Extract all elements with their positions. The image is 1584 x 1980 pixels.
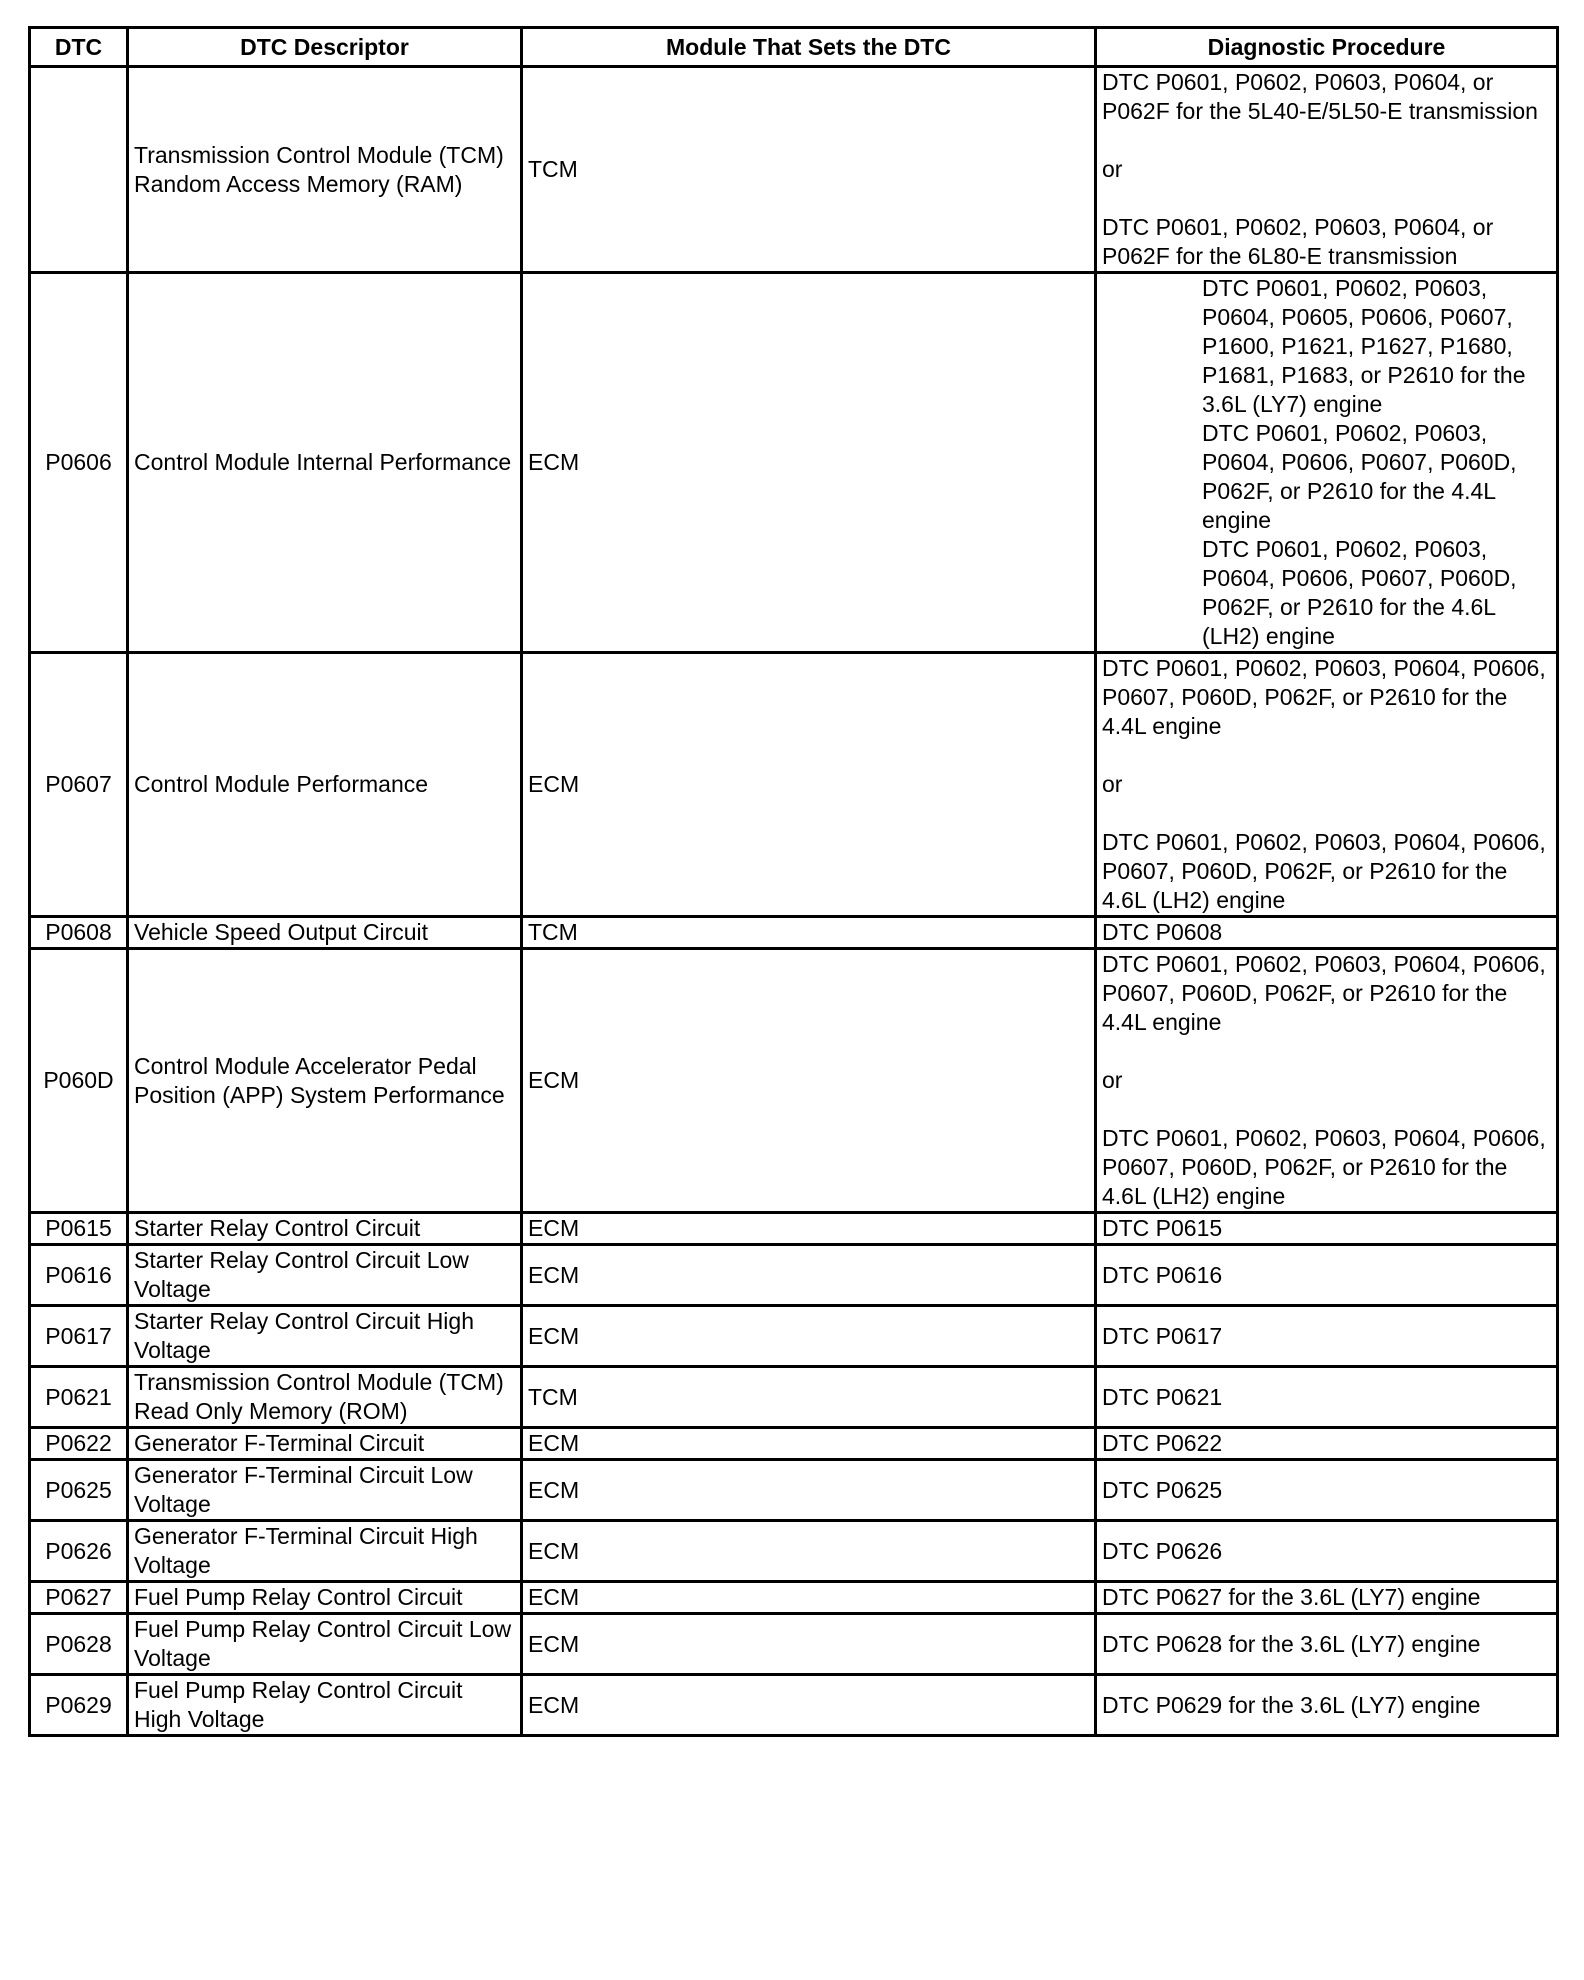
module-cell: ECM	[522, 1428, 1096, 1460]
header-descriptor: DTC Descriptor	[128, 28, 522, 67]
procedure-line: DTC P0627 for the 3.6L (LY7) engine	[1102, 1584, 1481, 1610]
table-row	[30, 1306, 1558, 1367]
procedure-line: DTC P0601, P0602, P0603, P0604, P0605, P0606, P0607, P1600, P1621, P1627, P1680, P1681, P1683, or P2610 for the 3.6L (LY7) engine	[1202, 275, 1526, 417]
diagnostic-procedure-cell	[1096, 1428, 1558, 1460]
table-row	[30, 1614, 1558, 1675]
dtc-descriptor-cell: Fuel Pump Relay Control Circuit Low Voltage	[128, 1614, 522, 1675]
procedure-line: DTC P0601, P0602, P0603, P0604, or P062F for the 6L80-E transmission	[1102, 214, 1494, 269]
procedure-line: DTC P0608	[1102, 919, 1223, 945]
dtc-document	[28, 26, 1556, 1737]
diagnostic-procedure-cell	[1096, 917, 1558, 949]
dtc-descriptor-cell: Starter Relay Control Circuit	[128, 1213, 522, 1245]
procedure-line: DTC P0622	[1102, 1430, 1223, 1456]
dtc-code-cell: P0629	[30, 1675, 128, 1736]
dtc-descriptor-cell: Starter Relay Control Circuit Low Voltage	[128, 1245, 522, 1306]
procedure-line: or	[1102, 771, 1123, 797]
module-cell: ECM	[522, 1213, 1096, 1245]
dtc-descriptor-cell: Fuel Pump Relay Control Circuit	[128, 1582, 522, 1614]
dtc-code-cell: P0616	[30, 1245, 128, 1306]
procedure-line: DTC P0601, P0602, P0603, P0604, P0606, P0607, P060D, P062F, or P2610 for the 4.4L engine	[1202, 420, 1517, 533]
diagnostic-procedure-cell	[1096, 1460, 1558, 1521]
table-row	[30, 1521, 1558, 1582]
header-dtc: DTC	[30, 28, 128, 67]
table-row	[30, 917, 1558, 949]
dtc-code-cell: P0615	[30, 1213, 128, 1245]
dtc-descriptor-cell: Control Module Performance	[128, 653, 522, 917]
module-cell: ECM	[522, 653, 1096, 917]
dtc-code-cell: P0617	[30, 1306, 128, 1367]
dtc-code-cell: P0625	[30, 1460, 128, 1521]
table-row	[30, 1675, 1558, 1736]
procedure-line: DTC P0601, P0602, P0603, P0604, P0606, P0607, P060D, P062F, or P2610 for the 4.6L (LH2) engine	[1102, 829, 1546, 913]
module-cell: ECM	[522, 1675, 1096, 1736]
table-row	[30, 653, 1558, 917]
header-procedure: Diagnostic Procedure	[1096, 28, 1558, 67]
dtc-descriptor-cell: Control Module Internal Performance	[128, 273, 522, 653]
dtc-code-cell: P0622	[30, 1428, 128, 1460]
dtc-table	[28, 26, 1559, 1737]
module-cell: ECM	[522, 273, 1096, 653]
diagnostic-procedure-cell	[1096, 949, 1558, 1213]
table-row	[30, 273, 1558, 653]
dtc-descriptor-cell: Transmission Control Module (TCM) Random Access Memory (RAM)	[128, 67, 522, 273]
module-cell: TCM	[522, 1367, 1096, 1428]
table-row	[30, 1582, 1558, 1614]
dtc-code-cell: P0606	[30, 273, 128, 653]
spacer	[1102, 799, 1551, 828]
procedure-line: or	[1102, 1067, 1123, 1093]
diagnostic-procedure-cell	[1096, 1367, 1558, 1428]
dtc-descriptor-cell: Transmission Control Module (TCM) Read Only Memory (ROM)	[128, 1367, 522, 1428]
diagnostic-procedure-cell	[1096, 1614, 1558, 1675]
procedure-line: DTC P0617	[1102, 1322, 1223, 1349]
table-row	[30, 1245, 1558, 1306]
diagnostic-procedure-cell	[1096, 1675, 1558, 1736]
procedure-line: DTC P0601, P0602, P0603, P0604, or P062F for the 5L40-E/5L50-E transmission	[1102, 69, 1538, 124]
dtc-descriptor-cell: Vehicle Speed Output Circuit	[128, 917, 522, 949]
dtc-code-cell: P0621	[30, 1367, 128, 1428]
dtc-code-cell: P0607	[30, 653, 128, 917]
module-cell: TCM	[522, 917, 1096, 949]
module-cell: ECM	[522, 1460, 1096, 1521]
module-cell: ECM	[522, 1614, 1096, 1675]
table-row	[30, 1428, 1558, 1460]
module-cell: TCM	[522, 67, 1096, 273]
procedure-line: DTC P0629 for the 3.6L (LY7) engine	[1102, 1691, 1481, 1718]
procedure-line: DTC P0626	[1102, 1537, 1223, 1564]
dtc-code-cell: P0628	[30, 1614, 128, 1675]
diagnostic-procedure-cell	[1096, 1306, 1558, 1367]
procedure-line: DTC P0616	[1102, 1261, 1223, 1288]
table-body	[30, 67, 1558, 1736]
table-row	[30, 1367, 1558, 1428]
procedure-line: DTC P0625	[1102, 1476, 1223, 1503]
procedure-line: DTC P0628 for the 3.6L (LY7) engine	[1102, 1630, 1481, 1657]
dtc-descriptor-cell: Generator F-Terminal Circuit	[128, 1428, 522, 1460]
header-module: Module That Sets the DTC	[522, 28, 1096, 67]
procedure-line: DTC P0621	[1102, 1383, 1223, 1410]
spacer	[1102, 126, 1551, 155]
dtc-descriptor-cell: Control Module Accelerator Pedal Position (APP) System Performance	[128, 949, 522, 1213]
dtc-descriptor-cell: Starter Relay Control Circuit High Voltage	[128, 1306, 522, 1367]
module-cell: ECM	[522, 1582, 1096, 1614]
diagnostic-procedure-cell	[1096, 1245, 1558, 1306]
diagnostic-procedure-cell	[1096, 653, 1558, 917]
diagnostic-procedure-cell	[1096, 1521, 1558, 1582]
procedure-line: or	[1102, 156, 1123, 182]
procedure-line: DTC P0601, P0602, P0603, P0604, P0606, P0607, P060D, P062F, or P2610 for the 4.4L engine	[1102, 951, 1546, 1035]
table-row	[30, 1460, 1558, 1521]
spacer	[1102, 184, 1551, 213]
module-cell: ECM	[522, 949, 1096, 1213]
dtc-code-cell: P0627	[30, 1582, 128, 1614]
diagnostic-procedure-cell	[1096, 273, 1558, 653]
table-row	[30, 949, 1558, 1213]
diagnostic-procedure-cell	[1096, 67, 1558, 273]
table-header	[30, 28, 1558, 67]
dtc-code-cell: P060D	[30, 949, 128, 1213]
module-cell: ECM	[522, 1245, 1096, 1306]
table-row	[30, 1213, 1558, 1245]
diagnostic-procedure-cell	[1096, 1582, 1558, 1614]
dtc-descriptor-cell: Generator F-Terminal Circuit High Voltage	[128, 1521, 522, 1582]
procedure-line: DTC P0601, P0602, P0603, P0604, P0606, P0607, P060D, P062F, or P2610 for the 4.6L (LH2) engine	[1202, 536, 1517, 649]
diagnostic-procedure-cell	[1096, 1213, 1558, 1245]
spacer	[1102, 1095, 1551, 1124]
dtc-code-cell: P0608	[30, 917, 128, 949]
dtc-descriptor-cell: Fuel Pump Relay Control Circuit High Voltage	[128, 1675, 522, 1736]
procedure-line: DTC P0615	[1102, 1215, 1223, 1241]
spacer	[1102, 1037, 1551, 1066]
dtc-code-cell: P0626	[30, 1521, 128, 1582]
table-row	[30, 67, 1558, 273]
dtc-code-cell	[30, 67, 128, 273]
procedure-line: DTC P0601, P0602, P0603, P0604, P0606, P0607, P060D, P062F, or P2610 for the 4.4L engine	[1102, 655, 1546, 739]
dtc-descriptor-cell: Generator F-Terminal Circuit Low Voltage	[128, 1460, 522, 1521]
procedure-line: DTC P0601, P0602, P0603, P0604, P0606, P0607, P060D, P062F, or P2610 for the 4.6L (LH2) engine	[1102, 1125, 1546, 1209]
module-cell: ECM	[522, 1521, 1096, 1582]
header-row	[30, 28, 1558, 67]
module-cell: ECM	[522, 1306, 1096, 1367]
spacer	[1102, 741, 1551, 770]
